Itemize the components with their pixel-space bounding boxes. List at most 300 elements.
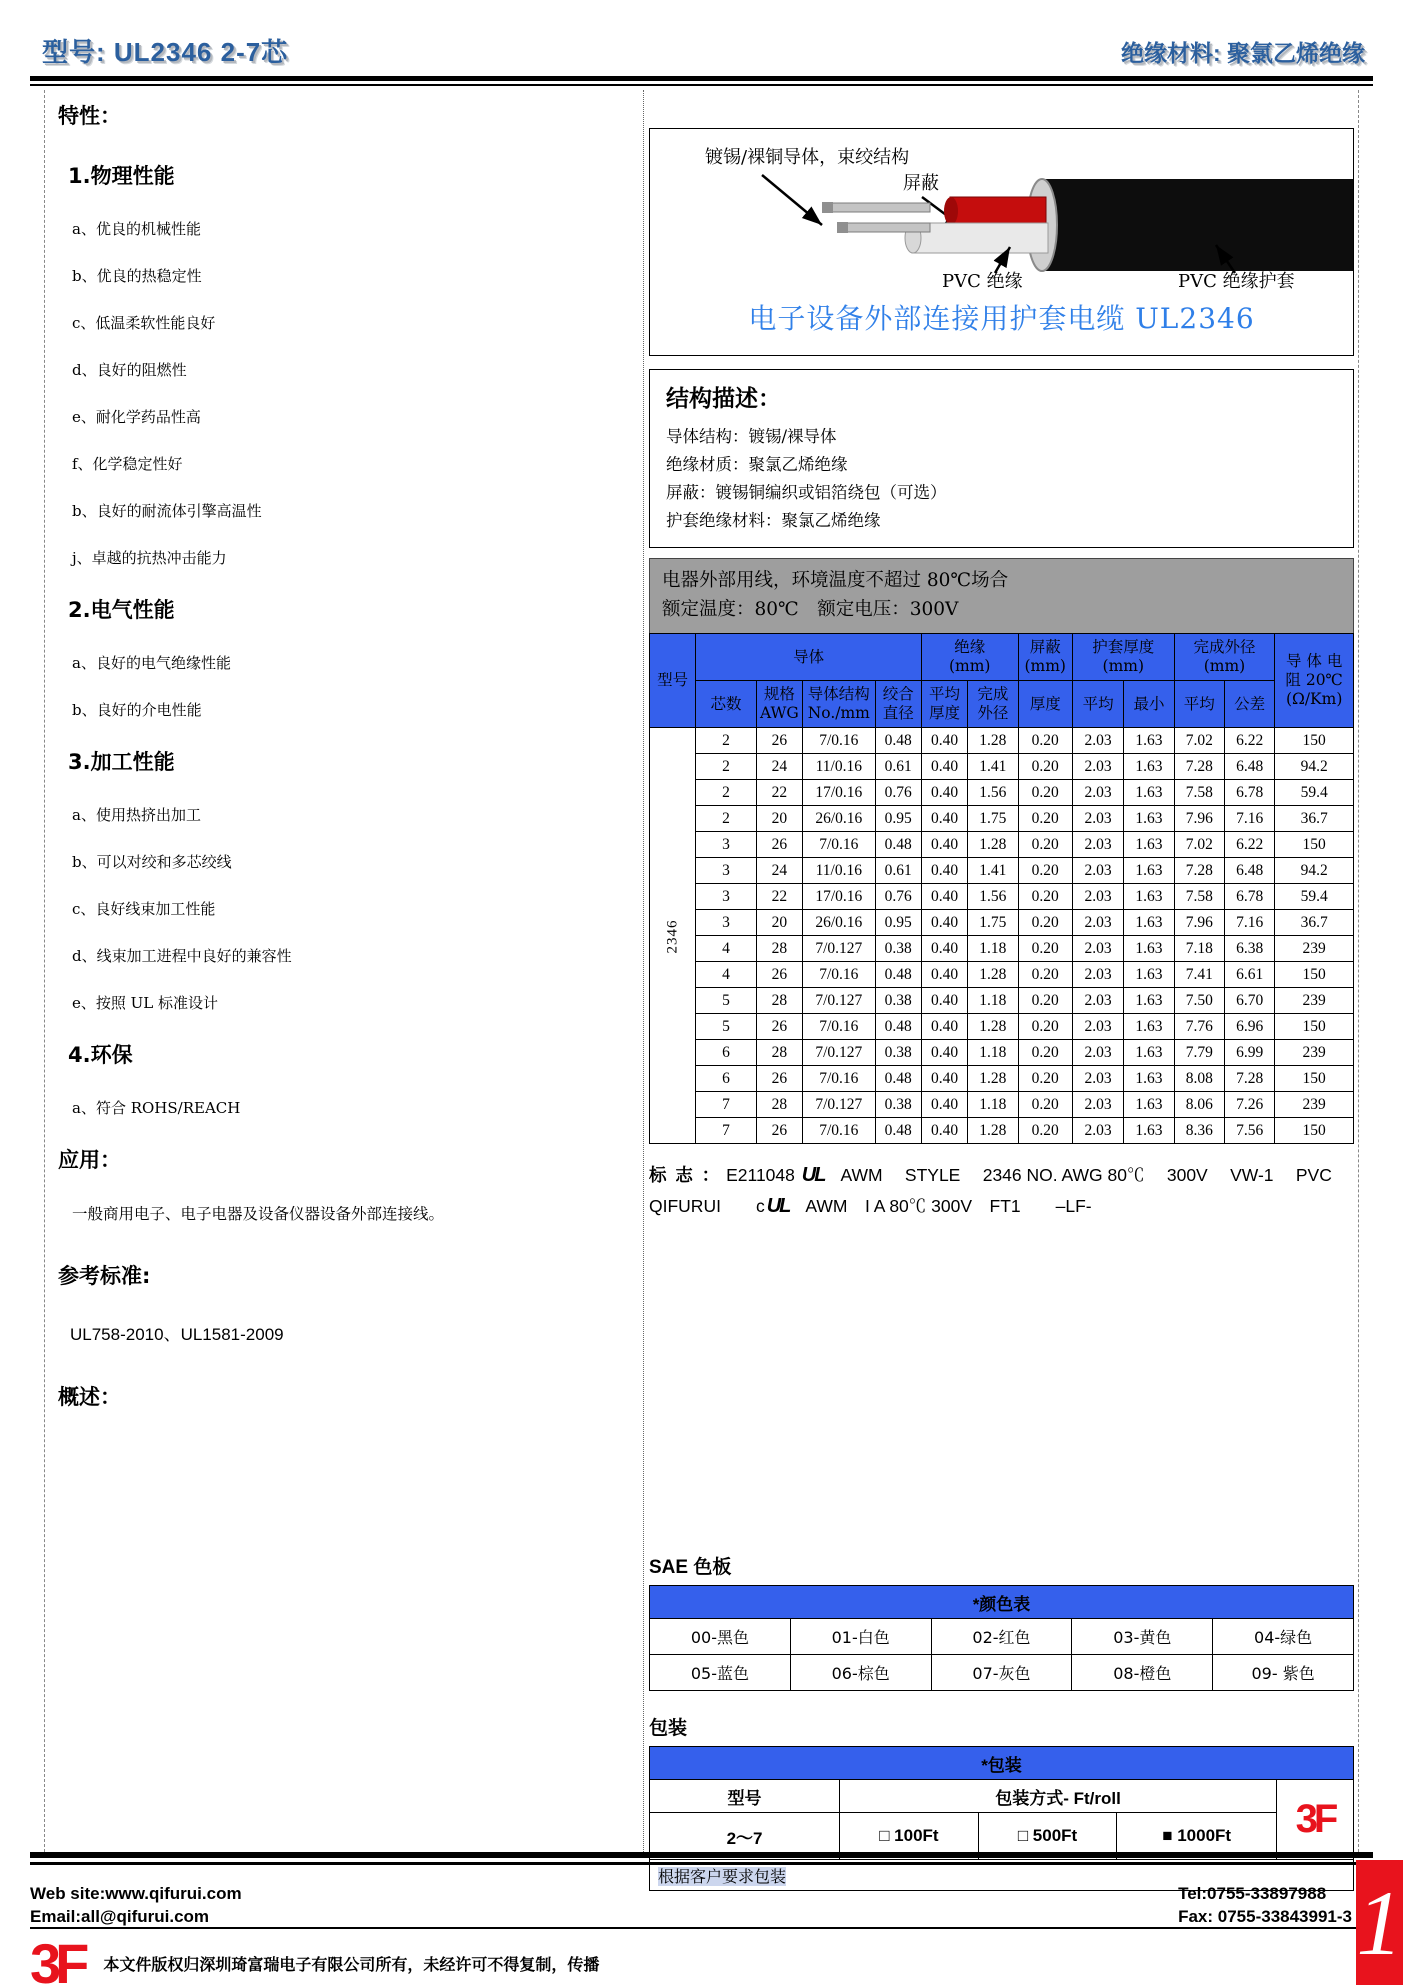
table-cell: 0.20 bbox=[1018, 728, 1072, 754]
marking-suffix: –LF- bbox=[1020, 1196, 1092, 1216]
table-cell: 1.63 bbox=[1124, 1118, 1174, 1144]
table-cell: 22 bbox=[756, 884, 802, 910]
table-cell: 26 bbox=[756, 1066, 802, 1092]
table-cell: 239 bbox=[1275, 1092, 1354, 1118]
table-cell: 0.40 bbox=[921, 780, 967, 806]
table-cell: 6.22 bbox=[1224, 832, 1274, 858]
table-cell: 0.20 bbox=[1018, 1118, 1072, 1144]
table-cell: 7/0.127 bbox=[803, 1040, 876, 1066]
table-cell: 7 bbox=[696, 1092, 756, 1118]
feature-item: b、良好的介电性能 bbox=[72, 701, 202, 719]
feature-item: a、优良的机械性能 bbox=[72, 220, 201, 238]
table-cell: 1.28 bbox=[968, 1118, 1018, 1144]
spec-row bbox=[650, 988, 1354, 1014]
model-number-vertical: 2346 bbox=[650, 728, 696, 1144]
table-cell: 0.20 bbox=[1018, 832, 1072, 858]
header-cell: 完成 外径 bbox=[968, 681, 1018, 728]
table-cell: 8.06 bbox=[1174, 1092, 1224, 1118]
table-cell: 11/0.16 bbox=[803, 754, 876, 780]
table-cell: 8.36 bbox=[1174, 1118, 1224, 1144]
table-cell: 02-红色 bbox=[931, 1619, 1072, 1655]
table-cell: 17/0.16 bbox=[803, 884, 876, 910]
application-text: 一般商用电子、电子电器及设备仪器设备外部连接线。 bbox=[72, 1205, 445, 1223]
marking-line2: AWM I A 80℃ 300V FT1 bbox=[805, 1196, 1021, 1216]
table-cell: 0.48 bbox=[875, 1014, 921, 1040]
table-cell: 6.96 bbox=[1224, 1014, 1274, 1040]
insulation-title: 绝缘材料: 聚氯乙烯绝缘 bbox=[1120, 40, 1365, 66]
footer-left bbox=[30, 1882, 242, 1928]
reference-text: UL758-2010、UL1581-2009 bbox=[70, 1325, 284, 1344]
table-cell: 2 bbox=[696, 780, 756, 806]
group-unit: (mm) bbox=[1024, 657, 1066, 675]
table-cell: 0.61 bbox=[875, 858, 921, 884]
table-cell: 0.20 bbox=[1018, 1092, 1072, 1118]
table-cell: 59.4 bbox=[1275, 884, 1354, 910]
table-cell: 59.4 bbox=[1275, 780, 1354, 806]
table-cell: 0.61 bbox=[875, 754, 921, 780]
packaging-table bbox=[649, 1746, 1354, 1891]
table-cell: 0.40 bbox=[921, 988, 967, 1014]
spec-row bbox=[650, 754, 1354, 780]
table-cell: 1.63 bbox=[1124, 780, 1174, 806]
structure-description-box bbox=[649, 369, 1354, 548]
section-heading-physical: 1.物理性能 bbox=[68, 164, 175, 188]
table-cell: 28 bbox=[756, 988, 802, 1014]
table-cell: 150 bbox=[1275, 728, 1354, 754]
table-cell: 1.75 bbox=[968, 910, 1018, 936]
group-label: 完成外径 bbox=[1193, 638, 1256, 656]
spec-row bbox=[650, 832, 1354, 858]
table-cell: 1.63 bbox=[1124, 1092, 1174, 1118]
header-cell: 平均 厚度 bbox=[921, 681, 967, 728]
column-divider-guide bbox=[643, 90, 644, 1852]
table-cell: 0.40 bbox=[921, 884, 967, 910]
table-cell: 1.18 bbox=[968, 1040, 1018, 1066]
product-title: 电子设备外部连接用护套电缆 UL2346 bbox=[748, 302, 1255, 335]
table-cell: 7.28 bbox=[1224, 1066, 1274, 1092]
table-cell: 0.40 bbox=[921, 858, 967, 884]
table-cell: 36.7 bbox=[1275, 910, 1354, 936]
structure-heading: 结构描述： bbox=[666, 386, 781, 412]
table-cell: 0.40 bbox=[921, 728, 967, 754]
table-cell: 0.40 bbox=[921, 1118, 967, 1144]
table-cell: 5 bbox=[696, 988, 756, 1014]
table-cell: 1.63 bbox=[1124, 754, 1174, 780]
header-cell: 绞合 直径 bbox=[875, 681, 921, 728]
table-cell: 26/0.16 bbox=[803, 910, 876, 936]
table-cell: 7.76 bbox=[1174, 1014, 1224, 1040]
table-cell: 1.56 bbox=[968, 780, 1018, 806]
table-cell: 6.48 bbox=[1224, 858, 1274, 884]
table-cell: 17/0.16 bbox=[803, 780, 876, 806]
feature-item: a、使用热挤出加工 bbox=[72, 806, 201, 824]
table-cell: 2.03 bbox=[1072, 832, 1123, 858]
jacket-body bbox=[1040, 179, 1353, 271]
table-cell: 0.76 bbox=[875, 884, 921, 910]
table-cell: 0.40 bbox=[921, 910, 967, 936]
shield-layer bbox=[950, 197, 1046, 225]
features-heading: 特性： bbox=[58, 104, 121, 128]
feature-item: e、耐化学药品性高 bbox=[72, 408, 201, 426]
table-cell: 2.03 bbox=[1072, 1066, 1123, 1092]
table-cell: 0.20 bbox=[1018, 1014, 1072, 1040]
color-row bbox=[650, 1619, 1354, 1655]
reference-heading: 参考标准: bbox=[58, 1264, 151, 1288]
table-cell: 7.18 bbox=[1174, 936, 1224, 962]
table-cell: 2.03 bbox=[1072, 1014, 1123, 1040]
table-cell: 7/0.16 bbox=[803, 1118, 876, 1144]
table-cell: 6.61 bbox=[1224, 962, 1274, 988]
spec-table bbox=[649, 633, 1354, 1144]
table-cell: 2.03 bbox=[1072, 754, 1123, 780]
header-cell: 最小 bbox=[1124, 681, 1174, 728]
table-cell: 0.48 bbox=[875, 1066, 921, 1092]
col-group-jacket bbox=[1072, 634, 1174, 681]
table-cell: 0.48 bbox=[875, 1118, 921, 1144]
group-unit: (mm) bbox=[948, 657, 991, 675]
color-table bbox=[649, 1585, 1354, 1691]
spec-row bbox=[650, 1066, 1354, 1092]
table-cell: 2 bbox=[696, 728, 756, 754]
processing-items bbox=[58, 804, 628, 1013]
table-cell: 0.40 bbox=[921, 936, 967, 962]
table-cell: 05-蓝色 bbox=[650, 1655, 791, 1691]
table-cell: 2.03 bbox=[1072, 780, 1123, 806]
table-cell: 7/0.16 bbox=[803, 1014, 876, 1040]
table-cell: 7.16 bbox=[1224, 910, 1274, 936]
spec-row bbox=[650, 780, 1354, 806]
table-cell: 0.95 bbox=[875, 806, 921, 832]
packaging-option-500ft[interactable]: □ 500Ft bbox=[978, 1813, 1117, 1860]
packaging-option-1000ft[interactable]: ■ 1000Ft bbox=[1117, 1813, 1277, 1860]
table-cell: 1.63 bbox=[1124, 806, 1174, 832]
table-cell: 1.63 bbox=[1124, 858, 1174, 884]
header-cell: 厚度 bbox=[1018, 681, 1072, 728]
physical-items bbox=[58, 218, 628, 568]
table-cell: 2.03 bbox=[1072, 858, 1123, 884]
header-cell: 平均 bbox=[1174, 681, 1224, 728]
spec-table-block bbox=[649, 558, 1354, 1144]
footer-3f-logo: 3F bbox=[30, 1932, 84, 1985]
feature-item: b、可以对绞和多芯绞线 bbox=[72, 853, 232, 871]
table-cell: 7/0.127 bbox=[803, 936, 876, 962]
table-cell: 2.03 bbox=[1072, 988, 1123, 1014]
table-cell: 8.08 bbox=[1174, 1066, 1224, 1092]
conductor-arrow bbox=[762, 175, 822, 225]
packaging-col-method: 包装方式- Ft/roll bbox=[840, 1780, 1277, 1813]
table-cell: 6 bbox=[696, 1040, 756, 1066]
table-cell: 26 bbox=[756, 1014, 802, 1040]
table-cell: 150 bbox=[1275, 1118, 1354, 1144]
table-cell: 03-黄色 bbox=[1072, 1619, 1213, 1655]
table-cell: 239 bbox=[1275, 936, 1354, 962]
table-cell: 7/0.16 bbox=[803, 1066, 876, 1092]
table-cell: 26/0.16 bbox=[803, 806, 876, 832]
table-cell: 1.63 bbox=[1124, 910, 1174, 936]
packaging-model-range: 2～7 bbox=[650, 1813, 840, 1860]
table-cell: 0.20 bbox=[1018, 962, 1072, 988]
environment-items bbox=[58, 1097, 628, 1118]
spec-header-sub-row bbox=[650, 681, 1354, 728]
table-cell: 2.03 bbox=[1072, 910, 1123, 936]
table-cell: 1.63 bbox=[1124, 1066, 1174, 1092]
section-heading-environment: 4.环保 bbox=[68, 1043, 133, 1067]
table-cell: 04-绿色 bbox=[1213, 1619, 1354, 1655]
packaging-label: 包装 bbox=[649, 1718, 688, 1739]
col-group-shield bbox=[1018, 634, 1072, 681]
spec-row bbox=[650, 806, 1354, 832]
table-cell: 5 bbox=[696, 1014, 756, 1040]
group-unit: (mm) bbox=[1203, 657, 1246, 675]
table-cell: 26 bbox=[756, 832, 802, 858]
table-cell: 7.02 bbox=[1174, 832, 1224, 858]
table-cell: 1.63 bbox=[1124, 962, 1174, 988]
table-cell: 28 bbox=[756, 936, 802, 962]
table-cell: 0.40 bbox=[921, 1014, 967, 1040]
table-cell: 0.20 bbox=[1018, 884, 1072, 910]
header-cell: 平均 bbox=[1072, 681, 1123, 728]
features-column bbox=[58, 100, 628, 1411]
table-cell: 0.38 bbox=[875, 1092, 921, 1118]
spec-column bbox=[649, 95, 1354, 1891]
spec-header-group-row bbox=[650, 634, 1354, 681]
wire-strand-1 bbox=[830, 203, 930, 212]
spec-row bbox=[650, 1014, 1354, 1040]
table-cell: 20 bbox=[756, 806, 802, 832]
table-cell: 1.28 bbox=[968, 1014, 1018, 1040]
spec-row bbox=[650, 728, 1354, 754]
table-cell: 00-黑色 bbox=[650, 1619, 791, 1655]
jacket-label: PVC 绝缘护套 bbox=[1178, 271, 1295, 292]
table-cell: 6.22 bbox=[1224, 728, 1274, 754]
spec-row bbox=[650, 910, 1354, 936]
sae-color-board-label: SAE 色板 bbox=[649, 1557, 732, 1578]
table-cell: 1.63 bbox=[1124, 728, 1174, 754]
table-cell: 6.70 bbox=[1224, 988, 1274, 1014]
table-cell: 94.2 bbox=[1275, 754, 1354, 780]
table-cell: 7/0.16 bbox=[803, 728, 876, 754]
table-cell: 2.03 bbox=[1072, 1092, 1123, 1118]
spec-row bbox=[650, 1040, 1354, 1066]
table-cell: 22 bbox=[756, 780, 802, 806]
table-cell: 24 bbox=[756, 754, 802, 780]
table-cell: 2.03 bbox=[1072, 884, 1123, 910]
table-cell: 6.78 bbox=[1224, 780, 1274, 806]
page-header bbox=[42, 32, 1365, 69]
packaging-note: 根据客户要求包装 bbox=[658, 1866, 787, 1886]
table-cell: 7 bbox=[696, 1118, 756, 1144]
header-cell: 规格 AWG bbox=[756, 681, 802, 728]
marking-label: 标 志 ： bbox=[649, 1165, 722, 1185]
table-cell: 3 bbox=[696, 884, 756, 910]
table-cell: 4 bbox=[696, 936, 756, 962]
footer-rule bbox=[30, 1927, 1356, 1929]
table-cell: 7.16 bbox=[1224, 806, 1274, 832]
table-cell: 2.03 bbox=[1072, 728, 1123, 754]
table-cell: 06-棕色 bbox=[790, 1655, 931, 1691]
spec-row bbox=[650, 962, 1354, 988]
usage-banner bbox=[649, 558, 1354, 633]
marking-text bbox=[649, 1160, 1354, 1222]
table-cell: 0.20 bbox=[1018, 1066, 1072, 1092]
spec-row bbox=[650, 858, 1354, 884]
table-cell: 3 bbox=[696, 832, 756, 858]
table-cell: 6.38 bbox=[1224, 936, 1274, 962]
table-cell: 1.63 bbox=[1124, 1014, 1174, 1040]
table-cell: 7/0.127 bbox=[803, 988, 876, 1014]
marking-line1: AWM STYLE 2346 NO. AWG 80℃ 300V VW-1 PVC bbox=[840, 1165, 1332, 1185]
structure-line: 导体结构：镀锡/裸导体 bbox=[666, 427, 837, 446]
table-cell: 0.20 bbox=[1018, 780, 1072, 806]
header-cell: 芯数 bbox=[696, 681, 756, 728]
table-cell: 239 bbox=[1275, 988, 1354, 1014]
table-cell: 36.7 bbox=[1275, 806, 1354, 832]
table-cell: 0.40 bbox=[921, 1092, 967, 1118]
table-cell: 0.40 bbox=[921, 1066, 967, 1092]
table-cell: 1.28 bbox=[968, 728, 1018, 754]
table-cell: 7.26 bbox=[1224, 1092, 1274, 1118]
table-cell: 2 bbox=[696, 806, 756, 832]
group-label: 屏蔽 bbox=[1029, 638, 1061, 656]
table-cell: 0.48 bbox=[875, 832, 921, 858]
table-cell: 1.63 bbox=[1124, 988, 1174, 1014]
table-cell: 0.38 bbox=[875, 936, 921, 962]
table-cell: 6.78 bbox=[1224, 884, 1274, 910]
ul-file-number: E211048 bbox=[726, 1165, 795, 1185]
table-cell: 7.79 bbox=[1174, 1040, 1224, 1066]
table-cell: 6 bbox=[696, 1066, 756, 1092]
table-cell: 20 bbox=[756, 910, 802, 936]
table-cell: 7.28 bbox=[1174, 858, 1224, 884]
feature-item: a、符合 ROHS/REACH bbox=[72, 1099, 241, 1117]
table-cell: 07-灰色 bbox=[931, 1655, 1072, 1691]
table-cell: 09- 紫色 bbox=[1213, 1655, 1354, 1691]
application-heading: 应用： bbox=[58, 1148, 121, 1172]
wire-strand-2 bbox=[845, 223, 930, 232]
right-margin-guide bbox=[1358, 90, 1359, 1852]
table-cell: 7/0.127 bbox=[803, 1092, 876, 1118]
table-cell: 7.28 bbox=[1174, 754, 1224, 780]
table-cell: 2.03 bbox=[1072, 1040, 1123, 1066]
table-cell: 7.96 bbox=[1174, 910, 1224, 936]
header-divider bbox=[30, 76, 1373, 86]
table-cell: 0.20 bbox=[1018, 858, 1072, 884]
spec-row bbox=[650, 936, 1354, 962]
table-cell: 7.50 bbox=[1174, 988, 1224, 1014]
table-cell: 0.20 bbox=[1018, 806, 1072, 832]
table-cell: 1.75 bbox=[968, 806, 1018, 832]
table-cell: 28 bbox=[756, 1092, 802, 1118]
page-number: 1 bbox=[1356, 1871, 1403, 1974]
table-cell: 0.48 bbox=[875, 962, 921, 988]
header-cell: 公差 bbox=[1224, 681, 1274, 728]
shield-cap bbox=[944, 197, 958, 225]
footer-right bbox=[1178, 1882, 1352, 1928]
table-cell: 0.20 bbox=[1018, 988, 1072, 1014]
wire-tip-1 bbox=[822, 202, 833, 213]
footer-contact bbox=[30, 1882, 1352, 1928]
table-cell: 0.20 bbox=[1018, 910, 1072, 936]
spec-row bbox=[650, 1118, 1354, 1144]
table-cell: 7.58 bbox=[1174, 884, 1224, 910]
packaging-header-row bbox=[650, 1747, 1354, 1780]
copyright-text: 本文件版权归深圳琦富瑞电子有限公司所有，未经许可不得复制，传播 bbox=[103, 1957, 600, 1974]
table-cell: 24 bbox=[756, 858, 802, 884]
spec-row bbox=[650, 884, 1354, 910]
structure-line: 护套绝缘材料：聚氯乙烯绝缘 bbox=[666, 511, 881, 530]
table-cell: 11/0.16 bbox=[803, 858, 876, 884]
table-cell: 6.99 bbox=[1224, 1040, 1274, 1066]
email-text: Email:all@qifurui.com bbox=[30, 1907, 210, 1926]
table-cell: 0.40 bbox=[921, 832, 967, 858]
feature-item: e、按照 UL 标准设计 bbox=[72, 994, 219, 1012]
table-cell: 7.56 bbox=[1224, 1118, 1274, 1144]
overview-heading: 概述： bbox=[58, 1385, 121, 1409]
structure-line: 屏蔽：镀锡铜编织或铝箔绕包（可选） bbox=[666, 483, 947, 502]
table-cell: 94.2 bbox=[1275, 858, 1354, 884]
footer-copyright-row bbox=[30, 1931, 599, 1985]
table-cell: 2 bbox=[696, 754, 756, 780]
section-heading-electrical: 2.电气性能 bbox=[68, 598, 175, 622]
table-cell: 239 bbox=[1275, 1040, 1354, 1066]
spec-row bbox=[650, 1092, 1354, 1118]
table-cell: 1.63 bbox=[1124, 884, 1174, 910]
table-cell: 2.03 bbox=[1072, 806, 1123, 832]
feature-item: b、优良的热稳定性 bbox=[72, 267, 202, 285]
table-cell: 0.38 bbox=[875, 988, 921, 1014]
table-cell: 4 bbox=[696, 962, 756, 988]
table-cell: 1.28 bbox=[968, 962, 1018, 988]
table-cell: 0.40 bbox=[921, 1040, 967, 1066]
feature-item: a、良好的电气绝缘性能 bbox=[72, 654, 231, 672]
table-cell: 7/0.16 bbox=[803, 832, 876, 858]
table-cell: 7.02 bbox=[1174, 728, 1224, 754]
fax-text: Fax: 0755-33843991-3 bbox=[1178, 1907, 1352, 1926]
table-cell: 2.03 bbox=[1072, 962, 1123, 988]
model-title: 型号: UL2346 2-7芯 bbox=[42, 37, 289, 67]
table-cell: 0.76 bbox=[875, 780, 921, 806]
table-cell: 0.95 bbox=[875, 910, 921, 936]
table-cell: 1.18 bbox=[968, 936, 1018, 962]
col-resistance: 导 体 电 阻 20℃ (Ω/Km) bbox=[1275, 634, 1354, 728]
brand-3f-logo: 3F bbox=[1295, 1797, 1335, 1841]
color-row bbox=[650, 1655, 1354, 1691]
table-cell: 2.03 bbox=[1072, 936, 1123, 962]
table-cell: 0.40 bbox=[921, 806, 967, 832]
group-label: 绝缘 bbox=[954, 638, 986, 656]
section-heading-processing: 3.加工性能 bbox=[68, 750, 175, 774]
packaging-option-100ft[interactable]: □ 100Ft bbox=[840, 1813, 979, 1860]
table-cell: 150 bbox=[1275, 832, 1354, 858]
ul-logo: UL bbox=[801, 1164, 825, 1186]
table-cell: 1.18 bbox=[968, 1092, 1018, 1118]
table-cell: 3 bbox=[696, 910, 756, 936]
table-cell: 6.48 bbox=[1224, 754, 1274, 780]
feature-item: b、良好的耐流体引擎高温性 bbox=[72, 502, 262, 520]
tel-text: Tel:0755-33897988 bbox=[1178, 1884, 1327, 1903]
table-cell: 0.40 bbox=[921, 754, 967, 780]
conductor-label: 镀锡/裸铜导体，束绞结构 bbox=[705, 147, 910, 168]
col-group-conductor: 导体 bbox=[696, 634, 922, 681]
table-cell: 26 bbox=[756, 962, 802, 988]
rating-line: 额定温度：80℃ 额定电压：300V bbox=[662, 599, 959, 620]
footer-divider bbox=[30, 1852, 1373, 1865]
table-cell: 26 bbox=[756, 728, 802, 754]
page-number-tab bbox=[1356, 1860, 1403, 1985]
col-group-insulation bbox=[921, 634, 1018, 681]
wire-tip-2 bbox=[837, 222, 848, 233]
table-cell: 1.28 bbox=[968, 1066, 1018, 1092]
